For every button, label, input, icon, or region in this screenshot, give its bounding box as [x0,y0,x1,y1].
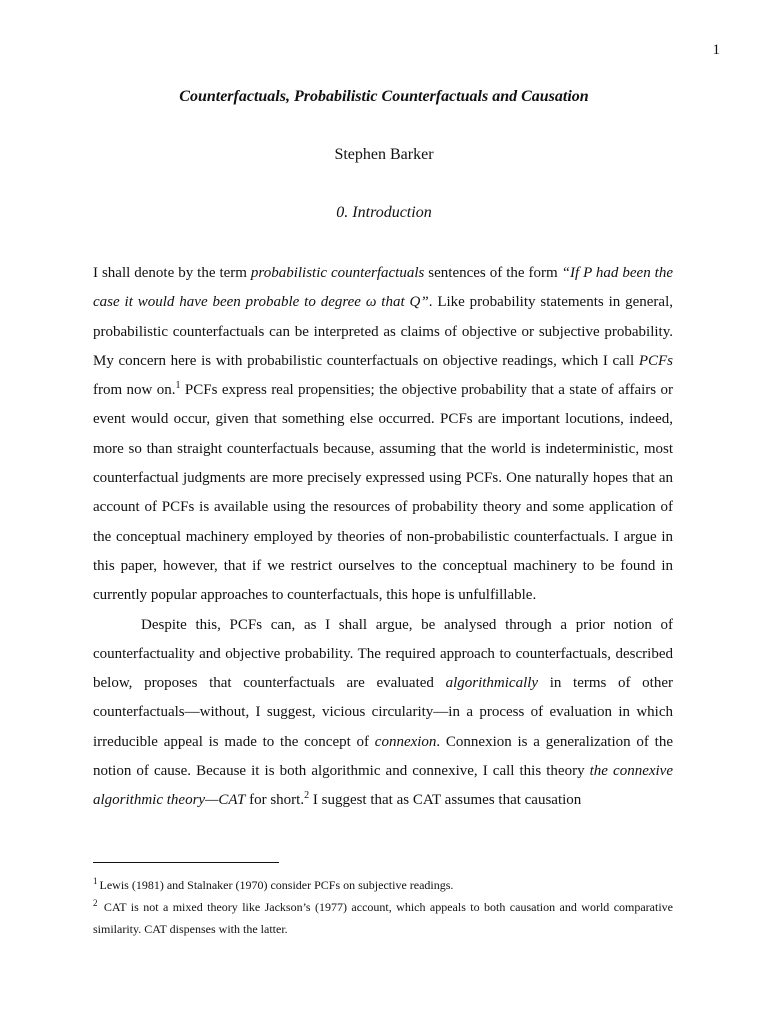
paragraph-1 [93,259,673,611]
author-name: Stephen Barker [334,146,434,163]
paper-title: Counterfactuals, Probabilistic Counterfactuals and Causation [179,88,589,105]
paragraph-2-text: . Connexion is a generalization of the notion of cause. Because it is both algorithmic and connexive, I call this theory [93,733,673,780]
paragraph-2 [93,611,673,816]
footnote-text: Lewis (1981) and Stalnaker (1970) consider PCFs on subjective readings. [99,878,454,892]
footnote-mark: 1 [93,876,98,886]
paragraph-1-text: from now on. [93,382,176,399]
paragraph-2-cat-name: the connexive algorithmic theory—CAT [93,763,673,809]
paragraph-2-text: in terms of other counterfactuals—without, I suggest, vicious circularity—in a process of evaluation in which irreducible appeal is made to the concept of [93,675,673,750]
footnote-text: CAT is not a mixed theory like Jackson’s (1977) account, which appeals to both causation and world comparative similarity. CAT dispenses with the latter. [93,900,674,936]
footnote-ref-1[interactable]: 1 [175,380,181,392]
footnote-ref-2[interactable]: 2 [304,790,310,802]
footnote-1 [93,874,673,896]
footnote-divider [93,862,279,863]
paragraph-1-text: I shall denote by the term [93,265,251,281]
paragraph-2-text: Despite this, PCFs can, as I shall argue, be analysed through a prior notion of counterfactuality and objective probability. The required approach to counterfactuals, described below, proposes that counterfactuals are evaluated [93,616,673,692]
paragraph-2-text: I suggest that as CAT assumes that causation [309,792,582,809]
paragraph-2-connexion: connexion [374,733,437,750]
paragraph-2-text: for short. [245,792,305,809]
paragraph-1-form-quote: “If P had been the case it would have been probable to degree ω that Q” [93,265,674,311]
section-heading: 0. Introduction [336,204,432,221]
page-number: 1 [712,42,720,58]
body-text [93,259,673,816]
paragraph-1-term: probabilistic counterfactuals [250,265,425,281]
footnote-mark: 2 [93,898,98,908]
footnotes [93,874,673,940]
paragraph-1-text: sentences of the form [424,265,562,281]
paragraph-2-algorithmically: algorithmically [445,675,539,692]
paragraph-1-pcfs: PCFs [638,352,673,369]
footnote-2 [93,896,673,940]
paragraph-1-text: PCFs express real propensities; the objective probability that a state of affairs or event would occur, given that something else occurred. PCFs are important locutions, indeed, more so than straight counterfactuals because, assuming that the world is indeterministic, most counterfactual judgments are more precisely expressed using PCFs. One naturally hopes that an account of PCFs is available using the resources of probability theory and some application of the conceptual machinery employed by theories of non-probabilistic counterfactuals. I argue in this paper, however, that if we restrict ourselves to the conceptual machinery to be found in currently popular approaches to counterfactuals, this hope is unfulfillable. [93,382,673,604]
paragraph-1-text: . Like probability statements in general, probabilistic counterfactuals can be interpreted as claims of objective or subjective probability. My concern here is with probabilistic counterfactuals on objective readings, which I call [93,294,673,369]
